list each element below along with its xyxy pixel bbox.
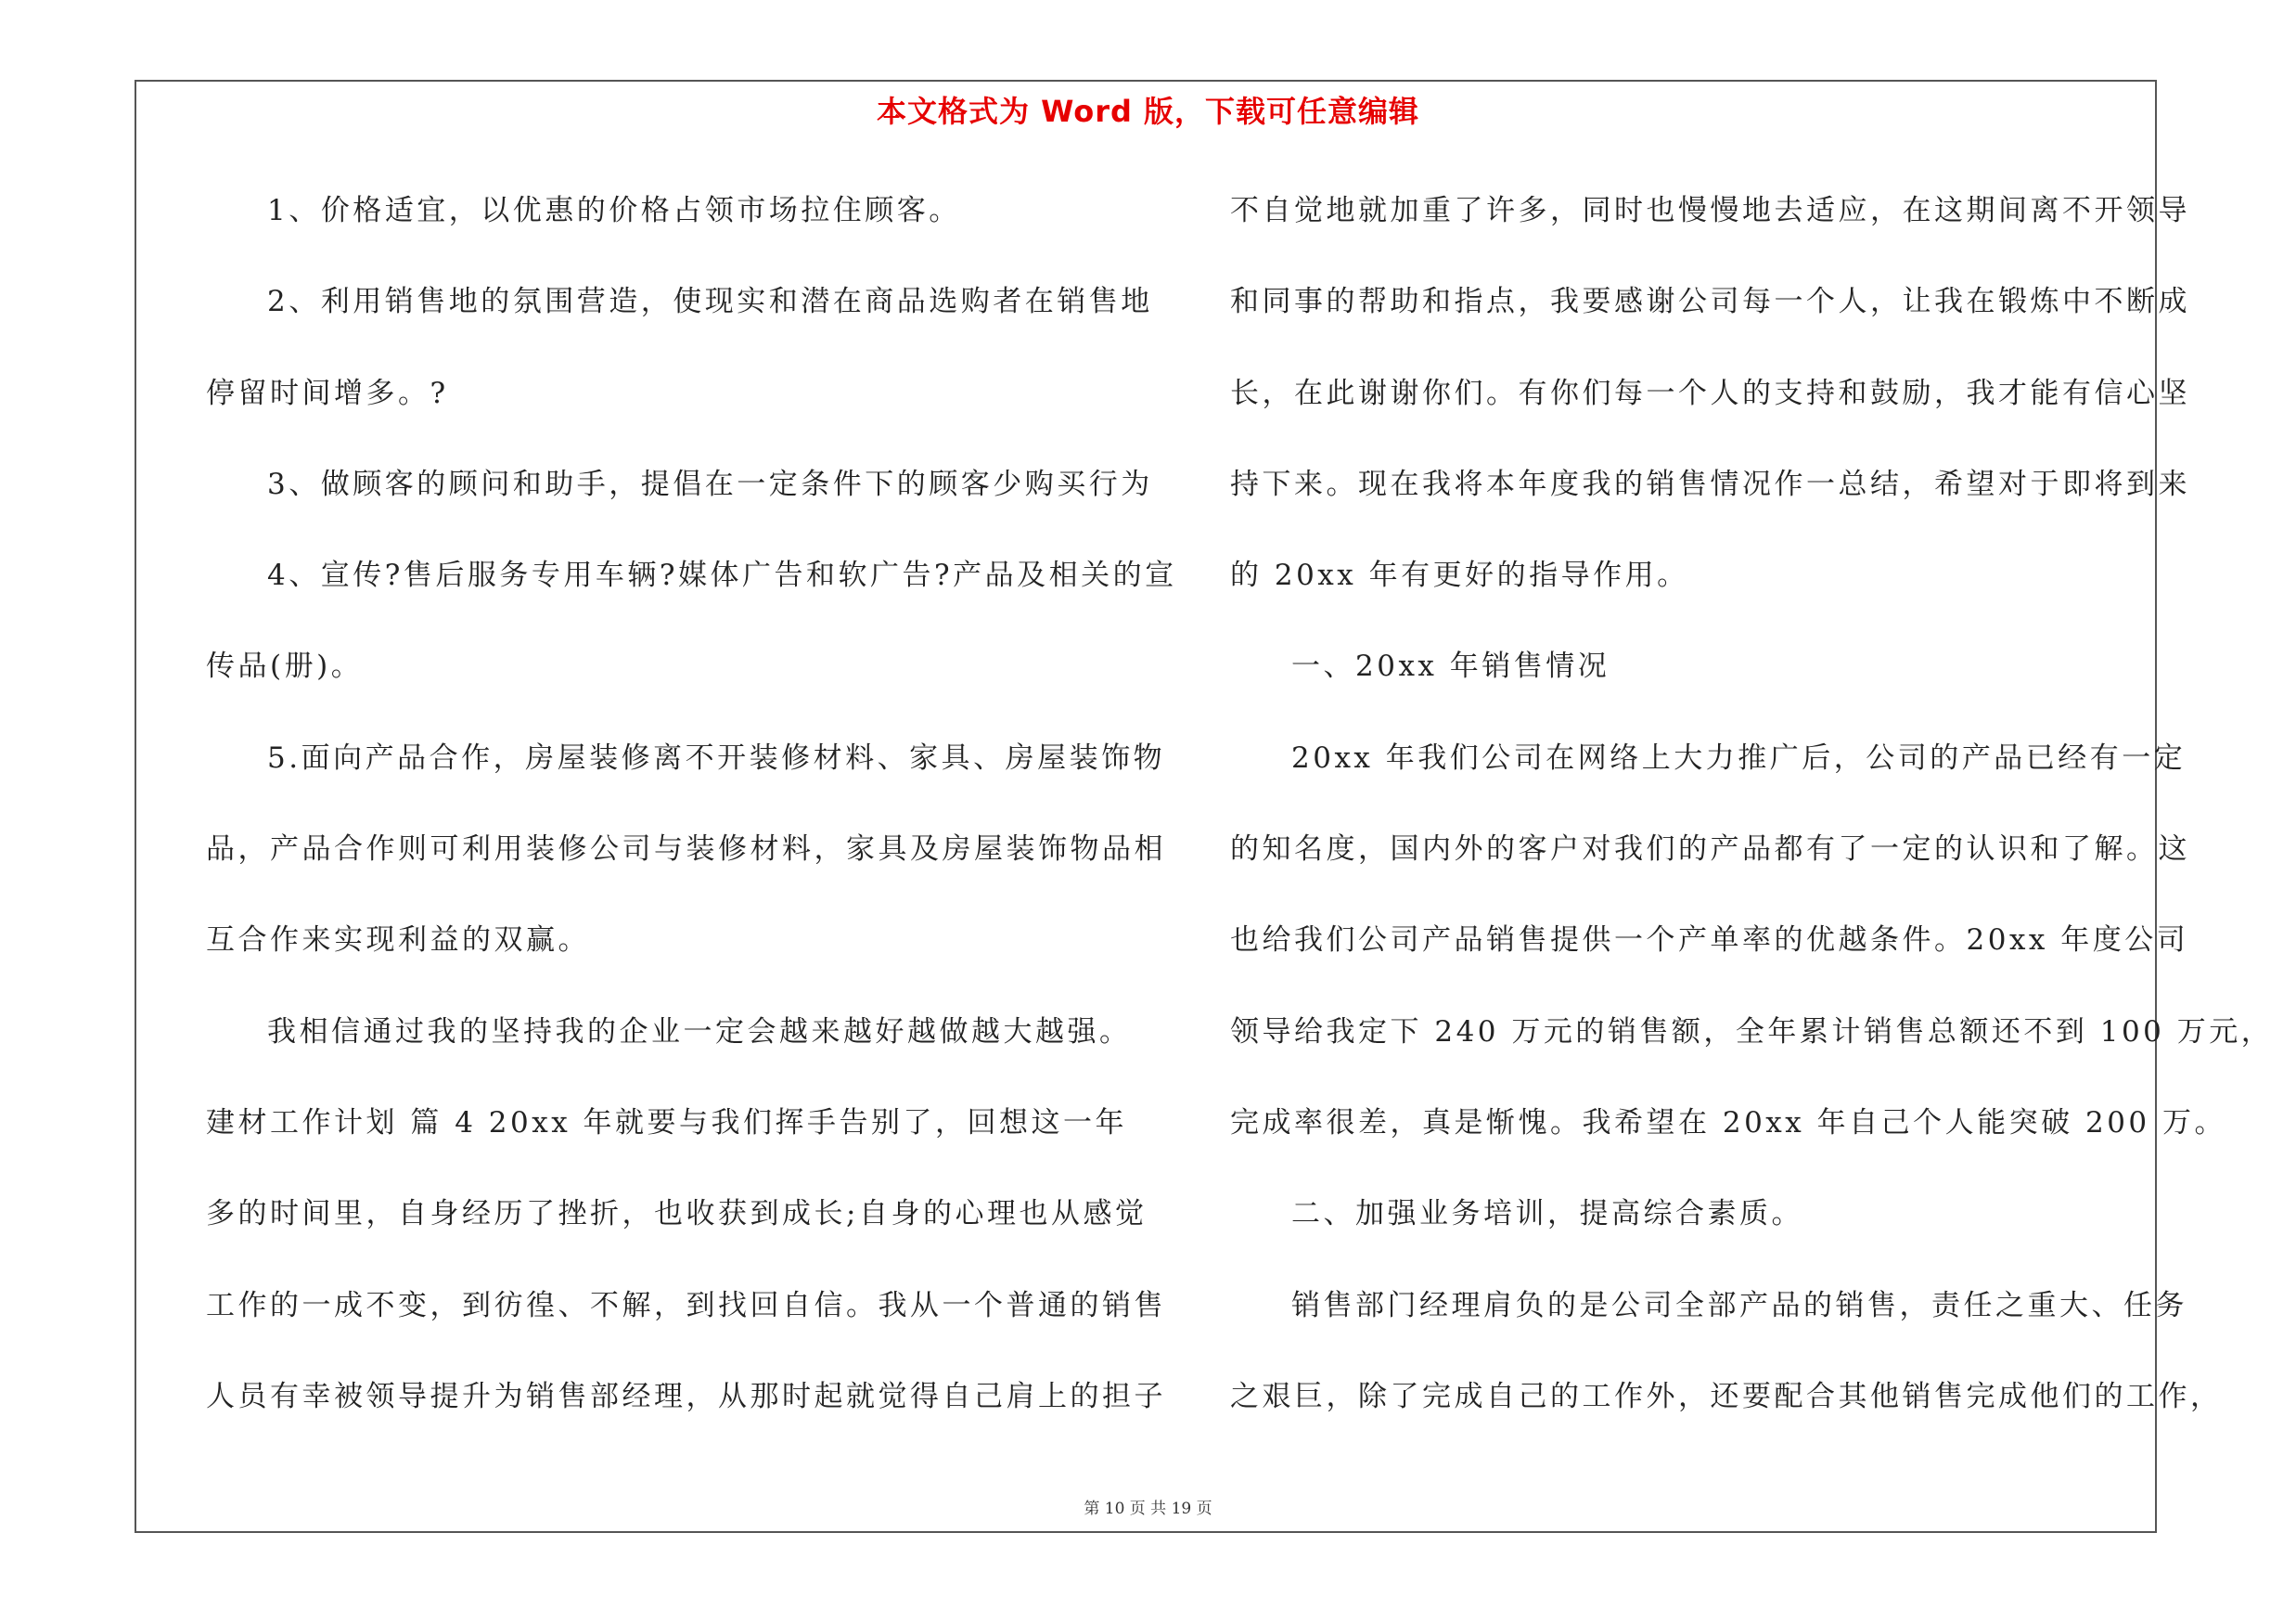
text-line: 4、宣传?售后服务专用车辆?媒体广告和软广告?产品及相关的宣 [267, 559, 1177, 593]
text-line: 不自觉地就加重了许多，同时也慢慢地去适应，在这期间离不开领导 [1230, 194, 2190, 227]
text-line: 停留时间增多。? [206, 376, 449, 410]
text-line: 2、利用销售地的氛围营造，使现实和潜在商品选购者在销售地 [267, 285, 1153, 319]
page-number: 第 10 页 共 19 页 [1084, 1500, 1212, 1518]
text-line: 互合作来实现利益的双赢。 [206, 923, 590, 958]
text-line: 一、20xx 年销售情况 [1291, 650, 1610, 684]
text-line: 持下来。现在我将本年度我的销售情况作一总结，希望对于即将到来 [1230, 467, 2190, 501]
right-column [1230, 184, 2274, 1461]
text-line: 20xx 年我们公司在网络上大力推广后，公司的产品已经有一定 [1291, 741, 2187, 775]
text-line: 和同事的帮助和指点，我要感谢公司每一个人，让我在锻炼中不断成 [1230, 285, 2190, 319]
text-line: 的 20xx 年有更好的指导作用。 [1230, 559, 1689, 593]
text-line: 传品(册)。 [206, 650, 364, 684]
text-line: 领导给我定下 240 万元的销售额，全年累计销售总额还不到 100 万元， [1230, 1014, 2274, 1049]
text-line: 多的时间里，自身经历了挫折，也收获到成长;自身的心理也从感觉 [206, 1197, 1148, 1231]
text-line: 建材工作计划 篇 4 20xx 年就要与我们挥手告别了，回想这一年 [206, 1105, 1128, 1140]
text-line: 二、加强业务培训，提高综合素质。 [1291, 1197, 1803, 1231]
text-line: 的知名度，国内外的客户对我们的产品都有了一定的认识和了解。这 [1230, 832, 2190, 867]
text-line: 3、做顾客的顾问和助手，提倡在一定条件下的顾客少购买行为 [267, 467, 1153, 501]
text-line: 销售部门经理肩负的是公司全部产品的销售，责任之重大、任务 [1291, 1288, 2187, 1322]
text-line: 完成率很差，真是惭愧。我希望在 20xx 年自己个人能突破 200 万。 [1230, 1105, 2226, 1140]
text-line: 5.面向产品合作，房屋装修离不开装修材料、家具、房屋装饰物 [267, 741, 1166, 775]
text-line: 长，在此谢谢你们。有你们每一个人的支持和鼓励，我才能有信心坚 [1230, 376, 2190, 410]
text-line: 人员有幸被领导提升为销售部经理，从那时起就觉得自己肩上的担子 [206, 1379, 1166, 1413]
format-banner: 本文格式为 Word 版，下载可任意编辑 [876, 94, 1420, 129]
text-line: 也给我们公司产品销售提供一个产单率的优越条件。20xx 年度公司 [1230, 923, 2189, 958]
text-line: 之艰巨，除了完成自己的工作外，还要配合其他销售完成他们的工作， [1230, 1379, 2223, 1413]
text-line: 工作的一成不变，到彷徨、不解，到找回自信。我从一个普通的销售 [206, 1288, 1166, 1322]
text-line: 1、价格适宜，以优惠的价格占领市场拉住顾客。 [267, 194, 961, 227]
text-line: 品，产品合作则可利用装修公司与装修材料，家具及房屋装饰物品相 [206, 832, 1166, 867]
text-line: 我相信通过我的坚持我的企业一定会越来越好越做越大越强。 [267, 1014, 1132, 1049]
left-column [206, 184, 1177, 1461]
